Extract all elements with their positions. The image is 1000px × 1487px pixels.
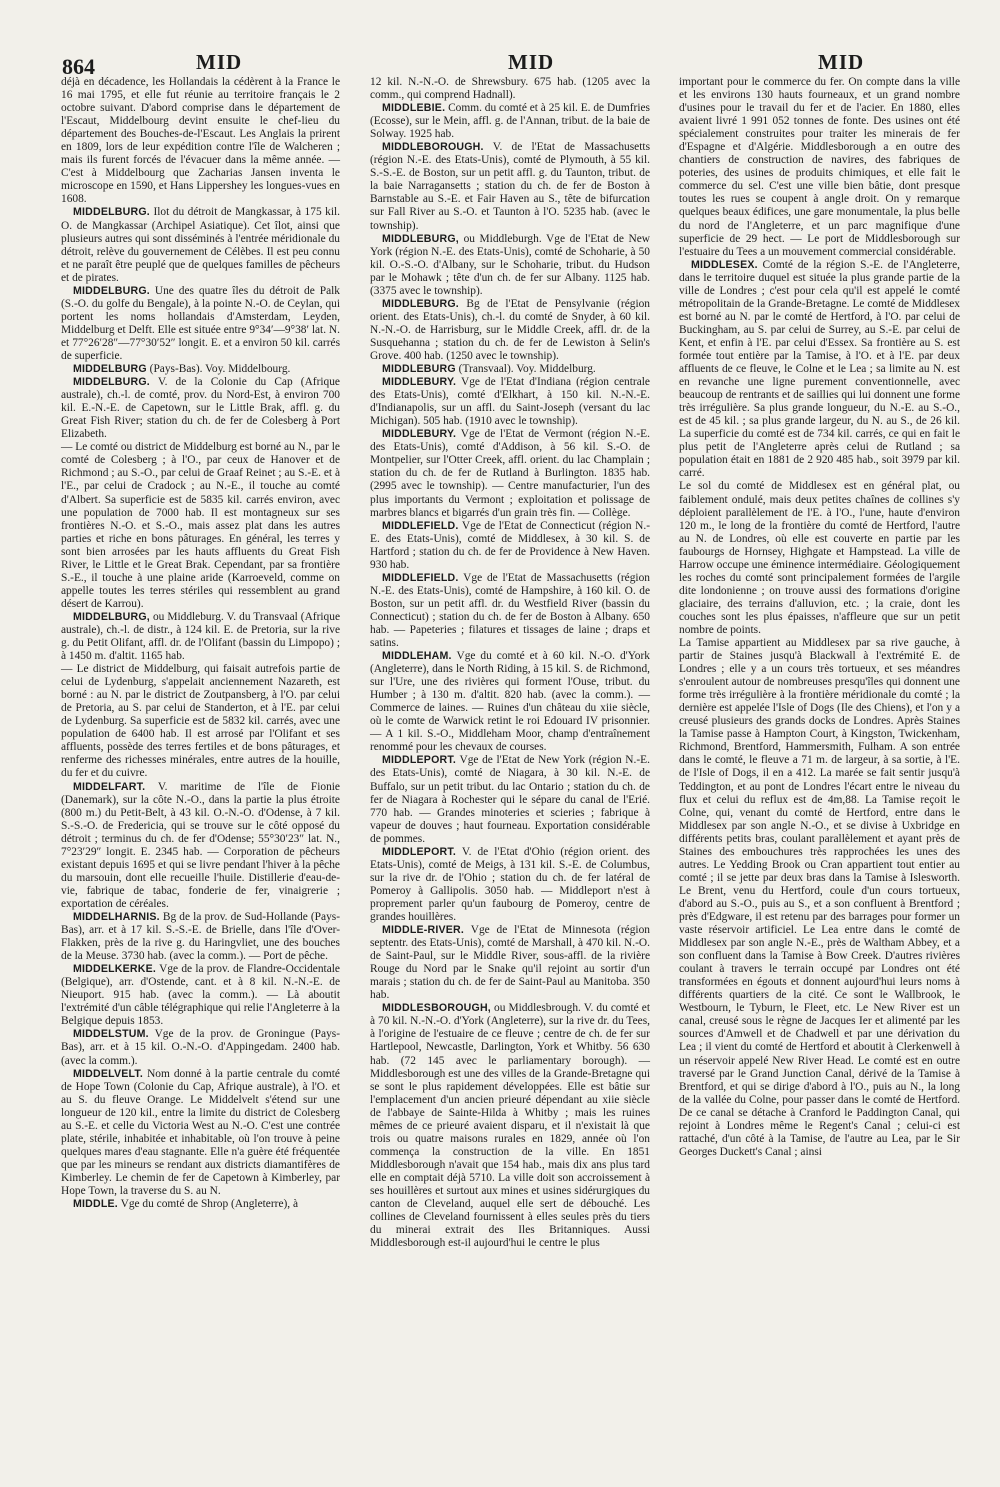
dictionary-entry	[370, 376, 650, 428]
dictionary-entry	[370, 428, 650, 519]
running-head-left: MID	[196, 50, 243, 74]
dictionary-entry	[370, 298, 650, 363]
entry-text: Le sol du comté de Middlesex est en général plat, ou faiblement ondulé, mais deux petites chaînes de collines s'y déploient parallèlement de l'E. à l'O., l'une, haute d'environ 120 m., le long de la frontière du comté de Hertford, l'autre au N. de Londres, où elle est couverte en partie par les faubourgs de Hornsey, Highgate et Hampstead. La ville de Harrow occupe une éminence intermédiaire. Géologiquement les roches du comté sont principalement formées de l'argile dite londonienne ; on trouve aussi des formations d'origine glaciaire, des terrains d'alluvion, etc. ; la craie, dont les couches sont les plus épaisses, n'affleure que sur un petit nombre de points.	[679, 480, 960, 636]
entry-text: Une des quatre îles du détroit de Palk (S.-O. du golfe du Bengale), à la pointe N.-O. de Ceylan, qui portent les noms hollandais d'Amsterdam, Leyden, Middelburg et Delft. Elle est située entre 9°34′—9°38′ lat. N. et 77°26′28″—77°30′52″ longit. E. et a environ 50 kil. carrés de superficie.	[61, 284, 340, 362]
entry-text: Comm. du comté et à 25 kil. E. de Dumfries (Ecosse), sur le Mein, affl. g. de l'Annan, tribut. de la baie de Solway. 1925 hab.	[370, 102, 650, 141]
dictionary-entry	[370, 1002, 650, 1250]
dictionary-entry	[61, 1068, 340, 1198]
dictionary-entry	[61, 611, 340, 663]
dictionary-entry	[61, 206, 340, 284]
entry-text: Vge du comté de Shrop (Angleterre), à	[120, 1198, 299, 1211]
dictionary-entry	[61, 76, 340, 206]
entry-text: Vge de l'Etat de Massachusetts (région N.-E. des Etats-Unis), comté de Hampshire, à 160 kil. O. de Boston, sur un petit affl. dr. du Westfield River (bassin du Connecticut) ; station du ch. de fer de Boston à Albany. 650 hab. — Papeteries ; filatures et tissages de laine ; draps et satins.	[370, 571, 650, 650]
entry-text: V. de l'Etat de Massachusetts (région N.-E. des Etats-Unis), comté de Plymouth, à 55 kil. S.-S.-E. de Boston, sur un petit affl. g. du Taunton, tribut. de la baie Narragansetts ; station du ch. de fer de Boston à Barnstable au S.-E. et Fair Haven au S., tête de bifurcation sur Fall River au S.-O. et Taunton à l'O. 5235 hab. (avec le township).	[370, 141, 650, 232]
entry-text: ou Middleburg. V. du Transvaal (Afrique australe), ch.-l. de distr., à 124 kil. E. de Pretoria, sur la rive g. du Petit Olifant, affl. dr. de l'Olifant (bassin du Limpopo) ; à 1450 m. d'altit. 1165 hab.	[61, 610, 341, 663]
entry-text: V. de la Colonie du Cap (Afrique australe), ch.-l. de comté, prov. du Nord-Est, à environ 700 kil. E.-N.-E. de Capetown, sur le Little Brak, affl. g. du Great Fish River; station du ch. de fer de Colesberg à Port Elizabeth.	[61, 376, 340, 441]
dictionary-entry	[370, 233, 650, 298]
dictionary-entry	[370, 102, 650, 141]
dictionary-entry	[61, 441, 340, 611]
dictionary-entry	[679, 76, 960, 259]
entry-text: ou Middlesbrough. V. du comté et à 70 kil. N.-N.-O. d'York (Angleterre), sur la rive dr. du Tees, à l'origine de l'estuaire de ce fleuve ; centre de ch. de fer sur Hartlepool, Newcastle, Darlington, York et Whitby. 56 630 hab. (72 145 avec le parliamentary borough). — Middlesborough est une des villes de la Grande-Bretagne qui se sont le plus rapidement développées. Elle est bâtie sur l'emplacement d'un ancien prieuré dépendant au xiie siècle de l'abbaye de Sainte-Hilda à Whitby ; mais les ruines mêmes de ce prieuré avaient disparu, et il n'existait là que trois ou quatre maisons rurales en 1829, année où l'on commença la construction de la ville. En 1851 Middlesborough n'avait que 154 hab., mais dix ans plus tard elle en comptait déjà 5710. La ville doit son accroissement à ses houillères et surtout aux mines et usines sidérurgiques du canton de Cleveland, auquel elle sert de débouché. Les collines de Cleveland fournissent à elles seules près du tiers du minerai extrait des Iles Britanniques. Aussi Middlesborough est-il aujourd'hui le centre le plus	[370, 1002, 650, 1250]
dictionary-entry	[370, 363, 650, 376]
dictionary-entry	[370, 572, 650, 650]
dictionary-entry	[370, 141, 650, 232]
entry-text: 12 kil. N.-N.-O. de Shrewsbury. 675 hab. (1205 avec la comm., qui comprend Hadnall).	[370, 76, 650, 102]
entry-text: Vge de l'Etat d'Indiana (région centrale des Etats-Unis), comté d'Elkhart, à 150 kil. N.-N.-E. d'Indianapolis, sur un affl. du Saint-Joseph (versant du lac Michigan). 505 hab. (1910 avec le township).	[370, 376, 650, 428]
entry-headword: MIDDELHARNIS.	[73, 911, 160, 923]
entry-headword: MIDDELKERKE.	[73, 963, 157, 976]
entry-text: Vge de la prov. de Groningue (Pays-Bas), arr. et à 15 kil. O.-N.-O. d'Appingedam. 2400 hab. (avec la comm.).	[61, 1028, 340, 1067]
dictionary-entry	[370, 754, 650, 845]
dictionary-entry	[61, 963, 340, 1028]
entry-headword: MIDDLE.	[73, 1198, 118, 1211]
entry-headword: MIDDLE-RIVER.	[382, 924, 465, 937]
entry-text: Vge de l'Etat de Connecticut (région N.-E. des Etats-Unis), comté de Middlesex, à 30 kil. S. de Hartford ; station du ch. de fer de Providence à New Haven. 930 hab.	[370, 519, 650, 571]
entry-headword: MIDDLEBURG	[382, 363, 456, 376]
dictionary-entry	[679, 259, 960, 481]
dictionary-entry	[61, 781, 340, 911]
dictionary-entry	[370, 650, 650, 754]
dictionary-entry	[61, 376, 340, 441]
entry-text: La Tamise appartient au Middlesex par sa rive gauche, à partir de Staines jusqu'à Blackwall à l'extrémité E. de Londres ; elle y a un cours très tortueux, et ses méandres s'enroulent autour de nombreuses presqu'îles qui donnent une forme très irrégulière à la frontière méridionale du comté ; la dernière est appelée l'Isle of Dogs (Ile des Chiens), et l'on y a creusé plusieurs des grands docks de Londres. Après Staines la Tamise passe à Hampton Court, à Kingston, Twickenham, Richmond, Brentford, Hammersmith, Fulham. A son entrée dans le comté, le fleuve a 71 m. de largeur, à sa sortie, à l'E. de l'Isle of Dogs, il en a 412. La marée se fait sentir jusqu'à Teddington, et au pont de Londres l'écart entre le niveau du flux et celui du reflux est de 4m,88. La Tamise reçoit le Colne, qui, venant du comté de Hertford, entre dans le Middlesex par son angle N.-O., et se divise à Uxbridge en différents petits bras, coulant parallèlement et ayant près de Staines des embouchures très rapprochées les unes des autres. Le Yedding Brook ou Cran appartient tout entier au comté ; il se jette par deux bras dans la Tamise à Islesworth. Le Brent, venu du Hertford, coule d'un cours tortueux, d'abord au S.-O., puis au S., et a son confluent à Brentford ; près d'Edgware, il est retenu par des barrages pour former un vaste réservoir artificiel. Le Lea entre dans le comté de Middlesex par son angle N.-E., près de Waltham Abbey, et a son confluent dans la Tamise à Bow Creek. D'autres rivières coulant à travers le terrain occupé par Londres ont été transformées en égouts et donnent aujourd'hui leurs noms à différents quartiers de la cité. Ce sont le Wallbrook, le Westbourn, le Tyburn, le Fleet, etc. Le New River est un canal, creusé sous le règne de Jacques Ier et alimenté par les sources d'Amwell et de Chadwell et par une dérivation du Lea ; il vient du comté de Hertford et aboutit à Clerkenwell à un réservoir appelé New River Head. Le comté est en outre traversé par le Grand Junction Canal, dérivé de la Tamise à Brentford, et qui se dirige d'abord à l'O., puis au N., la long de la vallée du Colne, pour passer dans le comté de Hertford. De ce canal se détache à Cranford le Paddington Canal, qui rejoint à Londres même le Regent's Canal ; celui-ci est rattaché, d'un côté à la Tamise, de l'autre au Lea, par le Sir Georges Duckett's Canal ; ainsi	[679, 637, 960, 1158]
entry-text: — Le comté ou district de Middelburg est borné au N., par le comté de Colesberg ; à l'O., par ceux de Hanover et de Richmond ; au S.-O., par celui de Graaf Reinet ; au S.-E. et à l'E., par celui de Cradock ; au N.-E., il touche au comté d'Albert. Sa superficie est de 5835 kil. carrés environ, avec une population de 7000 hab. Il est montagneux sur ses frontières N.-O. et S.-O., mais assez plat dans les autres parties et riche en bons pâturages. En général, les terres y sont bien arrosées par les hauts affluents du Great Fish River, le Little et le Great Brak. Cependant, par sa frontière S.-E., il touche à une plaine aride (Karroeveld, comme on appelle toutes les terres stériles qui ressemblent au grand désert de Karrou).	[61, 441, 340, 610]
dictionary-entry	[61, 1198, 340, 1211]
entry-headword: MIDDLEHAM.	[382, 650, 452, 663]
entry-text: Vge de l'Etat de New York (région N.-E. des Etats-Unis), comté de Niagara, à 30 kil. N.-E. de Buffalo, sur un petit tribut. du lac Ontario ; station du ch. de fer de Niagara à Rochester qui le sépare du canal de l'Erié. 770 hab. — Grandes minoteries et scieries ; fabrique à vapeur de douves ; haut fourneau. Exportation considérable de pommes.	[370, 754, 650, 845]
entry-text: Ilot du détroit de Mangkassar, à 175 kil. O. de Mangkassar (Archipel Asiatique). Cet îlot, ainsi que plusieurs autres qui sont disséminés à l'entrée méridionale du détroit, relève du gouvernement de Célèbes. Il est peu connu et ne paraît être peuplé que de quelques familles de pêcheurs et de pirates.	[61, 206, 340, 284]
dictionary-entry	[61, 1028, 340, 1067]
entry-text: V. de l'Etat d'Ohio (région orient. des Etats-Unis), comté de Meigs, à 131 kil. S.-E. de Columbus, sur la rive dr. de l'Ohio ; station du ch. de fer latéral de Pomeroy à Gallipolis. 3050 hab. — Middleport n'est à proprement parler qu'un faubourg de Pomeroy, centre de grandes houillères.	[370, 845, 650, 923]
entry-text: ou Middleburgh. Vge de l'Etat de New York (région N.-E. des Etats-Unis), comté de Schoharie, à 50 kil. O.-S.-O. d'Albany, sur le Schoharie, tribut. du Hudson par le Mohawk ; tête d'un ch. de fer sur Albany. 1125 hab. (3375 avec le township).	[370, 232, 650, 297]
entry-text: important pour le commerce du fer. On compte dans la ville et les environs 130 hauts fourneaux, et un grand nombre d'usines pour le travail du fer et de l'acier. En 1880, elles avaient livré 1 991 052 tonnes de fonte. Des usines ont été spécialement construites pour traiter les minerais de fer d'Espagne et d'Algérie. Middlesborough a en outre des chantiers de construction de navires, des fabriques de poteries, des usines de produits chimiques, et elle fait le commerce du sel. C'est une ville bien bâtie, dont presque toutes les rues se coupent à angle droit. On y remarque quelques beaux édifices, une gare monumentale, la plus belle du nord de l'Angleterre, et un parc magnifique d'une superficie de 29 hect. — Le port de Middlesborough sur l'estuaire du Tees a un mouvement commercial considérable.	[679, 76, 960, 258]
entry-text: Vge du comté et à 60 kil. N.-O. d'York (Angleterre), dans le North Riding, à 15 kil. S. de Richmond, sur l'Ure, une des rivières qui forment l'Ouse, tribut. du Humber ; à 130 m. d'altit. 820 hab. (avec la comm.). — Commerce de laines. — Ruines d'un château du xiie siècle, où le comte de Warwick retint le roi Edouard IV prisonnier. — A 1 kil. S.-O., Middleham Moor, champ d'entraînement renommé pour les chevaux de courses.	[370, 650, 650, 754]
dictionary-entry	[679, 480, 960, 637]
entry-headword: MIDDELBURG.	[73, 206, 150, 219]
dictionary-entry	[61, 911, 340, 963]
text-column-left	[61, 76, 340, 1211]
entry-headword: MIDDELBURG	[73, 363, 147, 376]
entry-headword: MIDDLEBURG,	[382, 232, 459, 245]
entry-text: — Le district de Middelburg, qui faisait autrefois partie de celui de Lydenburg, s'appelait anciennement Nazareth, est borné : au N. par le district de Zoutpansberg, à l'O. par celui de Pretoria, au S. par celui de Standerton, et à l'E. par celui de Lydenburg. Sa superficie est de 5832 kil. carrés, avec une population de 6400 hab. Il est arrosé par l'Olifant et ses affluents, possède des terres fertiles et de bons pâturages, et renferme des richesses minérales, entre autres de la houille, du fer et du cuivre.	[61, 663, 340, 780]
entry-headword: MIDDELBURG.	[73, 284, 150, 297]
dictionary-entry	[370, 924, 650, 1002]
entry-text: Comté de la région S.-E. de l'Angleterre, dans le territoire duquel est située la plus grande partie de la ville de Londres ; c'est pour cela qu'il est appelé le comté métropolitain de la Grande-Bretagne. Le comté de Middlesex est borné au N. par le comté de Hertford, à l'O. par celui de Buckingham, au S. par celui de Surrey, au S.-E. par celui de Kent, et enfin à l'E. par celui d'Essex. Sa frontière au S. est formée tout entière par la Tamise, à l'O. et à l'E. par deux affluents de ce fleuve, le Colne et le Lea ; sa limite au N. est en revanche une ligne purement conventionnelle, avec beaucoup de rentrants et de saillies qui lui donnent une forme très irrégulière. Sa plus grande longueur, du N.-E. au S.-O., est de 45 kil. ; sa plus grande largeur, du N. au S., de 26 kil. La superficie du comté est de 734 kil. carrés, ce qui en fait le plus petit de l'Angleterre après celui de Rutland ; sa population était en 1881 de 2 920 485 hab., soit 3979 par kil. carré.	[679, 258, 960, 480]
dictionary-entry	[61, 363, 340, 376]
entry-text: Nom donné à la partie centrale du comté de Hope Town (Colonie du Cap, Afrique australe), à l'O. et au S. du fleuve Orange. Le Middelvelt s'étend sur une longueur de 120 kil., entre la limite du district de Colesberg au S.-E. et celle du Victoria West au N.-O. C'est une contrée plate, stérile, inhabitée et inhabitable, où l'on trouve à peine quelques mares d'eau stagnante. Elle n'a guère été fréquentée que par les mineurs se rendant aux districts diamantifères de Kimberley. Le chemin de fer de Capetown à Kimberley, par Hope Town, la traverse du S. au N.	[61, 1067, 340, 1197]
dictionary-entry	[370, 846, 650, 924]
dictionary-entry	[61, 285, 340, 363]
text-column-right	[679, 76, 960, 1159]
dictionary-entry	[370, 76, 650, 102]
entry-headword: MIDDELBURG,	[73, 610, 150, 623]
entry-headword: MIDDLEBURY.	[382, 376, 457, 389]
entry-headword: MIDDLESEX.	[691, 258, 758, 271]
dictionary-entry	[370, 520, 650, 572]
entry-headword: MIDDLESBOROUGH,	[382, 1002, 491, 1015]
entry-headword: MIDDLEBURY.	[382, 428, 457, 441]
text-column-middle	[370, 76, 650, 1250]
entry-headword: MIDDLEBOROUGH.	[382, 141, 484, 154]
entry-headword: MIDDELSTUM.	[73, 1028, 149, 1041]
entry-headword: MIDDELVELT.	[73, 1067, 144, 1080]
entry-text: Vge de l'Etat de Minnesota (région septentr. des Etats-Unis), comté de Marshall, à 470 kil. N.-O. de Saint-Paul, sur le Middle River, sous-affl. de la rivière Rouge du Nord par le Snake qu'il rejoint au sortir d'un marais ; station du ch. de fer de Saint-Paul au Manitoba. 350 hab.	[370, 924, 650, 1002]
entry-headword: MIDDELFART.	[73, 780, 146, 793]
entry-text: (Transvaal). Voy. Middelburg.	[458, 363, 596, 376]
entry-headword: MIDDLEBIE.	[382, 102, 446, 115]
entry-headword: MIDDLEPORT.	[382, 845, 457, 858]
entry-text: V. maritime de l'île de Fionie (Danemark), sur la côte N.-O., dans la partie la plus étroite (800 m.) du Petit-Belt, à 43 kil. O.-N.-O. d'Odense, à 7 kil. S.-S.-O. de Fredericia, qui se trouve sur le côté opposé du détroit ; terminus du ch. de fer d'Odense; 55°30′23″ lat. N., 7°23′29″ longit. E. 2345 hab. — Corporation de pêcheurs existant depuis 1695 et qui se livre pendant l'hiver à la pêche du marsouin, dont elle recueille l'huile. Distillerie d'eau-de-vie, fabrique de tabac, fonderie de fer, vinaigrerie ; exportation de céréales.	[61, 780, 340, 910]
entry-text: Vge de l'Etat de Vermont (région N.-E. des Etats-Unis), comté d'Addison, à 56 kil. S.-O. de Montpelier, sur l'Otter Creek, affl. orient. du lac Champlain ; station du ch. de fer de Rutland à Burlington. 1835 hab. (2995 avec le township). — Centre manufacturier, l'un des plus importants du Vermont ; exploitation et polissage de marbres blancs et bigarrés d'un grain très fin. — Collège.	[370, 428, 650, 519]
entry-headword: MIDDLEFIELD.	[382, 571, 459, 584]
running-head-right: MID	[818, 50, 865, 74]
entry-headword: MIDDLEFIELD.	[382, 519, 459, 532]
entry-text: Bg de la prov. de Sud-Hollande (Pays-Bas), arr. et à 17 kil. S.-S.-E. de Brielle, dans l'île d'Over-Flakken, près de la rive g. du Haringvliet, une des bouches de la Meuse. 3730 hab. (avec la comm.). — Port de pêche.	[61, 911, 340, 963]
entry-text: Vge de la prov. de Flandre-Occidentale (Belgique), arr. d'Ostende, cant. et à 8 kil. N.-N.-E. de Nieuport. 915 hab. (avec la comm.). — Là aboutit l'extrémité d'un câble télégraphique qui relie l'Angleterre à la Belgique depuis 1853.	[61, 963, 340, 1028]
running-head-center: MID	[508, 50, 555, 74]
entry-text: Bg de l'Etat de Pensylvanie (région orient. des Etats-Unis), ch.-l. du comté de Snyder, à 60 kil. N.-N.-O. de Harrisburg, sur le Middle Creek, affl. dr. de la Susquehanna ; station du ch. de fer de Lewiston à Selin's Grove. 400 hab. (1250 avec le township).	[370, 297, 650, 362]
entry-text: (Pays-Bas). Voy. Middelbourg.	[149, 363, 291, 376]
entry-headword: MIDDLEPORT.	[382, 754, 457, 767]
dictionary-entry	[679, 637, 960, 1159]
entry-headword: MIDDELBURG.	[73, 376, 150, 389]
entry-text: déjà en décadence, les Hollandais la cédèrent à la France le 16 mai 1795, et elle fut réunie au territoire français le 2 octobre suivant. D'abord comprise dans le département de l'Escaut, Middelbourg devint ensuite le chef-lieu du département des Bouches-de-l'Escaut. Les Anglais la prirent en 1809, lors de leur expédition contre l'île de Walcheren ; mais ils furent forcés de l'évacuer dans la même année. — C'est à Middelbourg que Zacharias Jansen inventa le microscope en 1590, et Hans Lippershey les longues-vues en 1608.	[61, 76, 340, 206]
dictionary-entry	[61, 663, 340, 780]
page-number: 864	[62, 54, 95, 79]
entry-headword: MIDDLEBURG.	[382, 297, 459, 310]
